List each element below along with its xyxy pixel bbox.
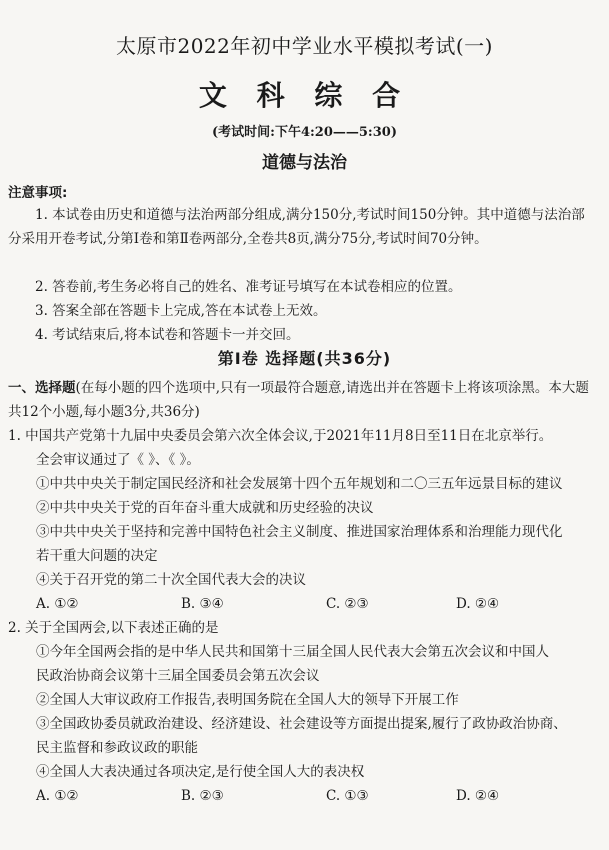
option-a: A. ①②	[36, 596, 79, 612]
question-1-statement: 若干重大问题的决定	[36, 548, 158, 564]
question-1-stem-cont: 全会审议通过了《 》、《 》。	[36, 452, 200, 468]
question-2-statement: ②全国人大审议政府工作报告,表明国务院在全国人大的领导下开展工作	[36, 692, 459, 708]
section-text: (在每小题的四个选项中,只有一项最符合题意,请选出并在答题卡上将该项涂黑。本大题共12个小题,每小题3分,共36分)	[8, 380, 589, 420]
option-b: B. ②③	[181, 788, 224, 804]
question-2-statement: 民政治协商会议第十三届全国委员会第五次会议	[36, 668, 320, 684]
option-d: D. ②④	[456, 788, 500, 804]
note-item: 3. 答案全部在答题卡上完成,答在本试卷上无效。	[35, 303, 327, 319]
section-lead: 一、选择题	[8, 380, 76, 396]
option-d: D. ②④	[456, 596, 500, 612]
section-instructions	[8, 376, 598, 424]
notes-heading: 注意事项:	[8, 185, 68, 201]
exam-time: (考试时间:下午4:20——5:30)	[212, 125, 397, 140]
question-1-statement: ①中共中央关于制定国民经济和社会发展第十四个五年规划和二〇三五年远景目标的建议	[36, 476, 563, 492]
exam-subtitle: 文 科 综 合	[198, 79, 411, 112]
question-2-statement: 民主监督和参政议政的职能	[36, 740, 198, 756]
part-title: 第Ⅰ卷 选择题(共36分)	[217, 349, 392, 368]
question-1-stem: 1. 中国共产党第十九届中央委员会第六次全体会议,于2021年11月8日至11日在北京举行。	[8, 428, 553, 444]
question-2-statement: ③全国政协委员就政治建设、经济建设、社会建设等方面提出提案,履行了政协政治协商、	[36, 716, 567, 732]
question-2-statement: ④全国人大表决通过各项决定,是行使全国人大的表决权	[36, 764, 365, 780]
note-item: 1. 本试卷由历史和道德与法治两部分组成,满分150分,考试时间150分钟。其中道德与法治部分采用开卷考试,分第Ⅰ卷和第Ⅱ卷两部分,全卷共8页,满分75分,考试时间70分钟。	[8, 207, 585, 247]
question-2-statement: ①今年全国两会指的是中华人民共和国第十三届全国人民代表大会第五次会议和中国人	[36, 644, 549, 660]
option-b: B. ③④	[181, 596, 224, 612]
subject-title: 道德与法治	[262, 153, 347, 173]
question-1-statement: ②中共中央关于党的百年奋斗重大成就和历史经验的决议	[36, 500, 374, 516]
option-c: C. ②③	[326, 596, 369, 612]
option-c: C. ①③	[326, 788, 369, 804]
question-1-statement: ③中共中央关于坚持和完善中国特色社会主义制度、推进国家治理体系和治理能力现代化	[36, 524, 563, 540]
note-item: 4. 考试结束后,将本试卷和答题卡一并交回。	[35, 327, 300, 343]
question-2-stem: 2. 关于全国两会,以下表述正确的是	[8, 620, 219, 636]
option-a: A. ①②	[36, 788, 79, 804]
note-item: 2. 答卷前,考生务必将自己的姓名、准考证号填写在本试卷相应的位置。	[35, 279, 462, 295]
exam-title: 太原市2022年初中学业水平模拟考试(一)	[115, 34, 493, 58]
question-1-statement: ④关于召开党的第二十次全国代表大会的决议	[36, 572, 306, 588]
